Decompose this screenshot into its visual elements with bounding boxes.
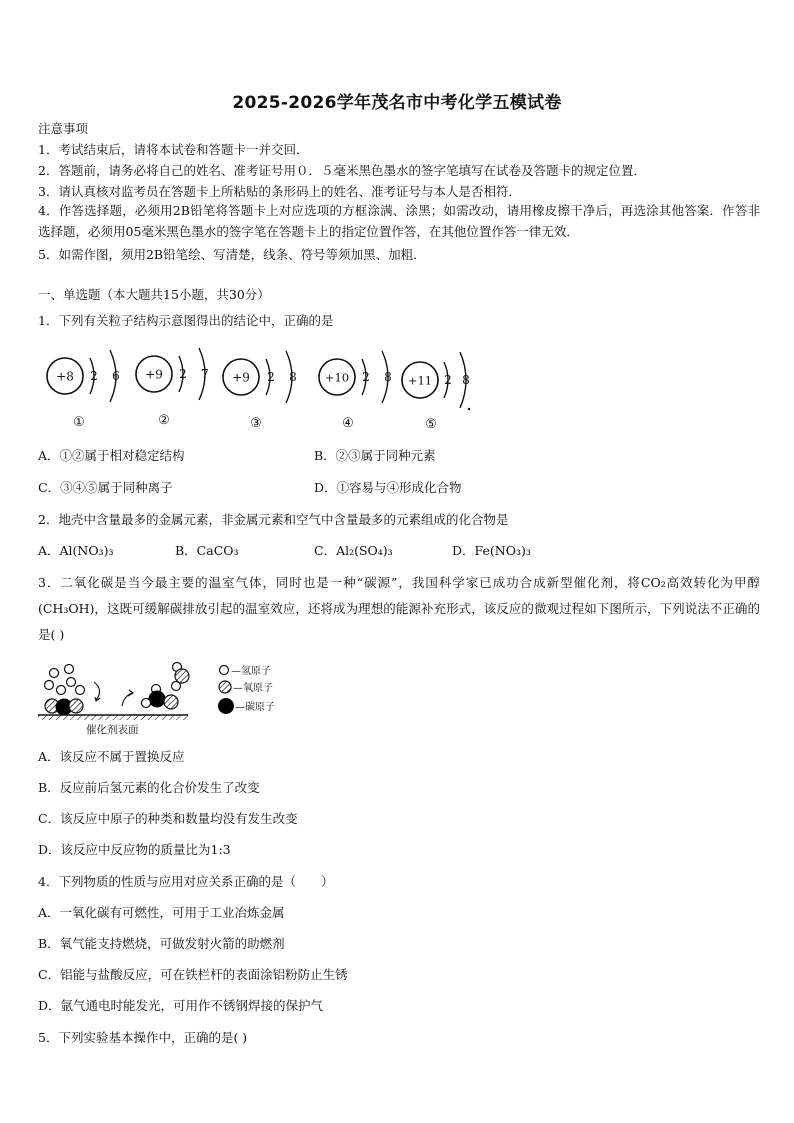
particle-2-nucleus: +9 — [145, 367, 163, 382]
q4-option-b: B．氧气能支持燃烧，可做发射火箭的助燃剂 — [38, 936, 285, 951]
particle-1 — [47, 350, 120, 430]
q2-option-d: D．Fe(NO₃)₃ — [452, 543, 531, 558]
particle-1-shell-2: 6 — [112, 369, 120, 383]
q1-stem: 1．下列有关粒子结构示意图得出的结论中，正确的是 — [38, 313, 334, 328]
particle-3-nucleus: +9 — [232, 370, 250, 385]
legend-carbon: —碳原子 — [235, 702, 275, 713]
q3-option-c: C．该反应中原子的种类和数量均没有发生改变 — [38, 811, 298, 826]
particle-4 — [319, 351, 392, 431]
particle-2-label: ② — [158, 413, 170, 428]
notice-item-5: 5．如需作图，须用2B铅笔绘、写清楚，线条、符号等须加黑、加粗． — [38, 247, 426, 262]
particle-2 — [136, 348, 209, 428]
q3-stem: 3．二氧化碳是当今最主要的温室气体，同时也是一种“碳源”，我国科学家已成功合成新型催化剂，将CO₂高效转化为甲醇(CH₃OH)，这既可缓解碳排放引起的温室效应，还将成为理想的能源补充形式，该反应的微观过程如下图所示，下列说法不正确的是( ) — [38, 575, 760, 642]
page-title: 2025-2026学年茂名市中考化学五模试卷 — [232, 93, 562, 113]
particle-1-nucleus: +8 — [56, 369, 74, 384]
reaction-micro-process-diagram — [38, 660, 288, 740]
q3-option-a: A．该反应不属于置换反应 — [38, 749, 185, 764]
q1-option-a: A．①②属于相对稳定结构 — [38, 448, 185, 463]
particle-3-label: ③ — [250, 416, 262, 431]
particle-2-shell-1: 2 — [179, 367, 187, 381]
notice-heading: 注意事项 — [38, 121, 89, 136]
particle-1-label: ① — [73, 415, 85, 430]
particle-5-label: ⑤ — [425, 417, 437, 432]
q4-option-c: C．铝能与盐酸反应，可在铁栏杆的表面涂铝粉防止生锈 — [38, 967, 348, 982]
catalyst-surface-label: 催化剂表面 — [86, 724, 139, 736]
particle-5-shell-2: 8 — [462, 373, 470, 387]
particle-5 — [402, 352, 470, 432]
legend-oxygen: —氧原子 — [233, 683, 273, 694]
q1-option-c: C．③④⑤属于同种离子 — [38, 480, 173, 495]
q1-option-d: D．①容易与④形成化合物 — [314, 480, 462, 495]
particle-1-shell-1: 2 — [90, 369, 98, 383]
q2-stem: 2．地壳中含量最多的金属元素，非金属元素和空气中含量最多的元素组成的化合物是 — [38, 512, 509, 527]
section-heading: 一、单选题（本大题共15小题，共30分） — [38, 287, 270, 302]
particle-3-shell-1: 2 — [267, 370, 275, 384]
q4-stem: 4．下列物质的性质与应用对应关系正确的是（ ） — [38, 874, 334, 889]
notice-item-2: 2．答题前，请务必将自己的姓名、准考证号用０．５毫米黑色墨水的签字笔填写在试卷及答题卡的规定位置． — [38, 163, 646, 178]
hydrogen-atoms — [45, 663, 182, 695]
q2-option-c: C．Al₂(SO₄)₃ — [314, 543, 393, 558]
q3-option-d: D．该反应中反应物的质量比为1:3 — [38, 842, 231, 857]
notice-item-4: 4．作答选择题，必须用2B铅笔将答题卡上对应选项的方框涂满、涂黑；如需改动，请用橡皮擦干净后，再选涂其他答案．作答非选择题，必须用05毫米黑色墨水的签字笔在答题卡上的指定位置作答，在其他位置作答一律无效． — [38, 203, 760, 239]
notice-item-3: 3．请认真核对监考员在答题卡上所粘贴的条形码上的姓名、准考证号与本人是否相符． — [38, 184, 521, 199]
particle-4-nucleus: +10 — [324, 370, 350, 385]
particle-4-label: ④ — [342, 416, 354, 431]
particle-structure-diagrams — [38, 342, 478, 434]
q5-stem: 5．下列实验基本操作中，正确的是( ) — [38, 1030, 248, 1045]
q2-option-b: B．CaCO₃ — [175, 543, 239, 558]
particle-5-shell-1: 2 — [444, 373, 452, 387]
carbon-dioxide-molecule — [45, 699, 83, 716]
q3-option-b: B．反应前后氢元素的化合价发生了改变 — [38, 780, 260, 795]
q1-option-b: B．②③属于同种元素 — [314, 448, 436, 463]
legend-hydrogen: —氢原子 — [231, 666, 271, 677]
legend — [218, 664, 275, 714]
methanol-molecule — [142, 669, 190, 709]
particle-3 — [223, 351, 297, 431]
notice-item-1: 1．考试结束后，请将本试卷和答题卡一并交回． — [38, 142, 309, 157]
particle-2-shell-2: 7 — [201, 367, 209, 381]
particle-4-shell-2: 8 — [384, 370, 392, 384]
q4-option-a: A．一氧化碳有可燃性，可用于工业冶炼金属 — [38, 905, 285, 920]
particle-4-shell-1: 2 — [362, 370, 370, 384]
particle-5-nucleus: +11 — [407, 373, 433, 388]
particle-3-shell-2: 8 — [289, 370, 297, 384]
q4-option-d: D．氩气通电时能发光，可用作不锈钢焊接的保护气 — [38, 998, 324, 1013]
q2-option-a: A．Al(NO₃)₃ — [38, 543, 114, 558]
